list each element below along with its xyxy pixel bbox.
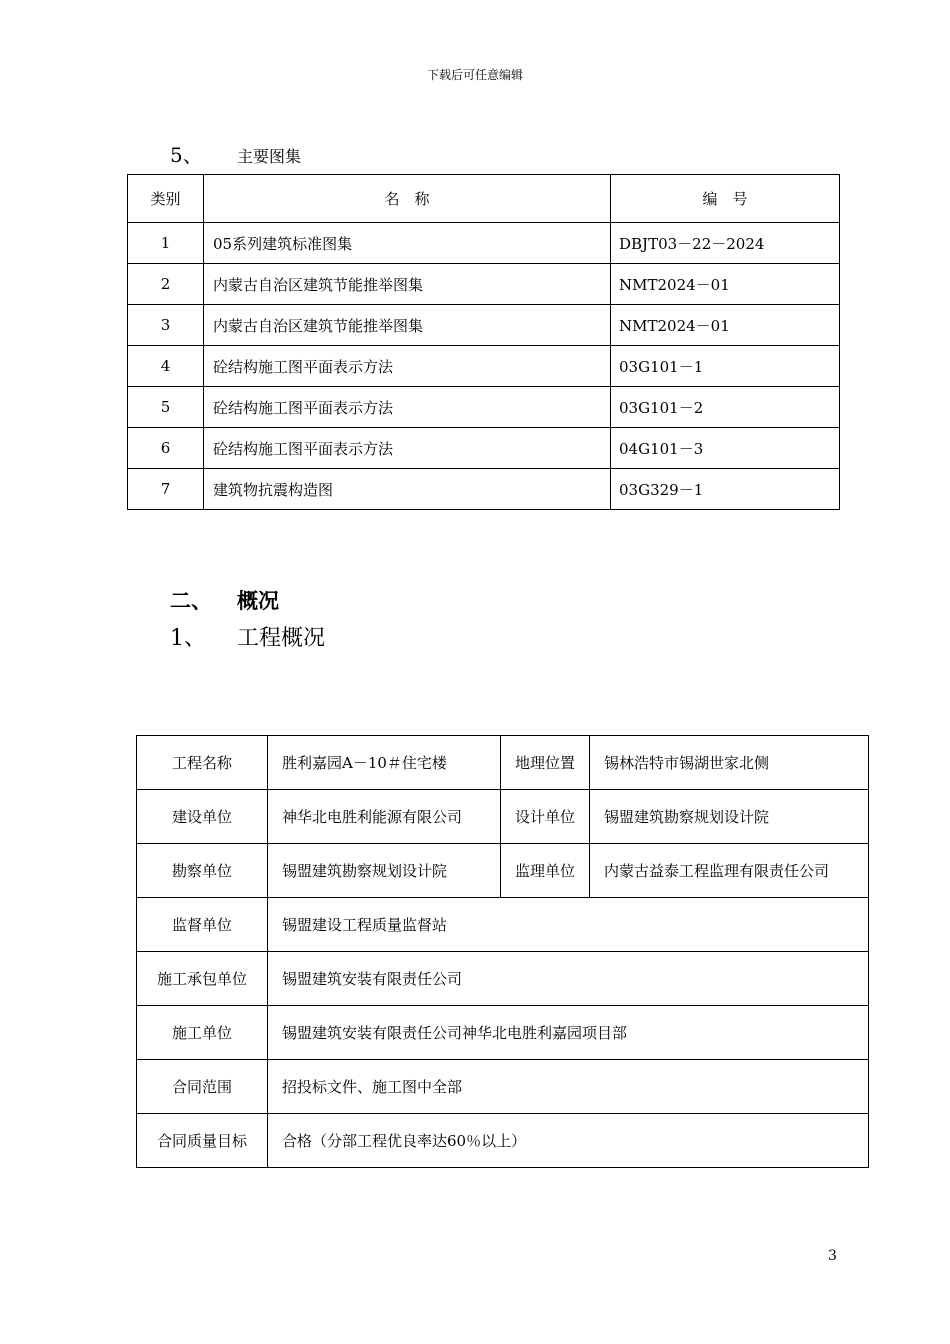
cell-value: 锡盟建筑安装有限责任公司 <box>268 952 869 1006</box>
table-row <box>137 1060 869 1114</box>
table-row <box>137 952 869 1006</box>
cell-label: 施工单位 <box>137 1006 268 1060</box>
section-heading-project <box>170 621 325 652</box>
cell-code: 04G101－3 <box>611 428 840 469</box>
cell-label: 建设单位 <box>137 790 268 844</box>
cell-value: 神华北电胜利能源有限公司 <box>268 790 501 844</box>
atlas-table <box>127 174 840 510</box>
table-row <box>137 844 869 898</box>
section-number: 5、 <box>170 143 203 167</box>
cell-name: 砼结构施工图平面表示方法 <box>204 387 611 428</box>
cell-category: 7 <box>128 469 204 510</box>
cell-category: 5 <box>128 387 204 428</box>
table-row <box>128 469 840 510</box>
cell-label: 监理单位 <box>501 844 590 898</box>
cell-code: 03G101－1 <box>611 346 840 387</box>
cell-name: 砼结构施工图平面表示方法 <box>204 346 611 387</box>
table-row <box>128 223 840 264</box>
section-number: 二、 <box>170 588 212 613</box>
cell-label: 监督单位 <box>137 898 268 952</box>
table-row <box>128 387 840 428</box>
table-row <box>137 736 869 790</box>
cell-category: 4 <box>128 346 204 387</box>
table-row <box>137 1006 869 1060</box>
cell-label: 合同范围 <box>137 1060 268 1114</box>
table-header-row <box>128 175 840 223</box>
cell-value: 内蒙古益泰工程监理有限责任公司 <box>590 844 869 898</box>
table-row <box>128 428 840 469</box>
table-row <box>137 790 869 844</box>
cell-code: DBJT03－22－2024 <box>611 223 840 264</box>
cell-value: 锡盟建筑安装有限责任公司神华北电胜利嘉园项目部 <box>268 1006 869 1060</box>
section-title: 工程概况 <box>237 626 326 651</box>
cell-category: 3 <box>128 305 204 346</box>
cell-name: 砼结构施工图平面表示方法 <box>204 428 611 469</box>
cell-category: 2 <box>128 264 204 305</box>
cell-name: 建筑物抗震构造图 <box>204 469 611 510</box>
table-row <box>128 346 840 387</box>
cell-value: 锡盟建筑勘察规划设计院 <box>268 844 501 898</box>
header-name: 名 称 <box>204 175 611 223</box>
cell-value: 胜利嘉园A－10＃住宅楼 <box>268 736 501 790</box>
section-number: 1、 <box>170 626 206 651</box>
table-row <box>137 898 869 952</box>
header-note: 下载后可任意编辑 <box>426 68 523 82</box>
section-heading-atlas <box>170 139 301 168</box>
cell-name: 05系列建筑标准图集 <box>204 223 611 264</box>
section-title: 主要图集 <box>237 147 302 166</box>
header-code: 编 号 <box>611 175 840 223</box>
table-row <box>137 1114 869 1168</box>
cell-label: 地理位置 <box>501 736 590 790</box>
cell-label: 施工承包单位 <box>137 952 268 1006</box>
page-number: 3 <box>828 1248 837 1264</box>
cell-label: 合同质量目标 <box>137 1114 268 1168</box>
cell-code: NMT2024－01 <box>611 305 840 346</box>
section-heading-overview <box>170 585 279 615</box>
cell-category: 1 <box>128 223 204 264</box>
cell-label: 设计单位 <box>501 790 590 844</box>
cell-value: 招投标文件、施工图中全部 <box>268 1060 869 1114</box>
header-category: 类别 <box>128 175 204 223</box>
table-row <box>128 305 840 346</box>
cell-value: 锡盟建设工程质量监督站 <box>268 898 869 952</box>
table-row <box>128 264 840 305</box>
project-overview-table <box>136 735 869 1168</box>
cell-label: 勘察单位 <box>137 844 268 898</box>
cell-label: 工程名称 <box>137 736 268 790</box>
cell-value: 合格（分部工程优良率达60％以上） <box>268 1114 869 1168</box>
cell-value: 锡盟建筑勘察规划设计院 <box>590 790 869 844</box>
cell-name: 内蒙古自治区建筑节能推举图集 <box>204 305 611 346</box>
section-title: 概况 <box>237 588 279 613</box>
cell-name: 内蒙古自治区建筑节能推举图集 <box>204 264 611 305</box>
cell-category: 6 <box>128 428 204 469</box>
cell-code: NMT2024－01 <box>611 264 840 305</box>
cell-code: 03G329－1 <box>611 469 840 510</box>
cell-code: 03G101－2 <box>611 387 840 428</box>
cell-value: 锡林浩特市锡湖世家北侧 <box>590 736 869 790</box>
